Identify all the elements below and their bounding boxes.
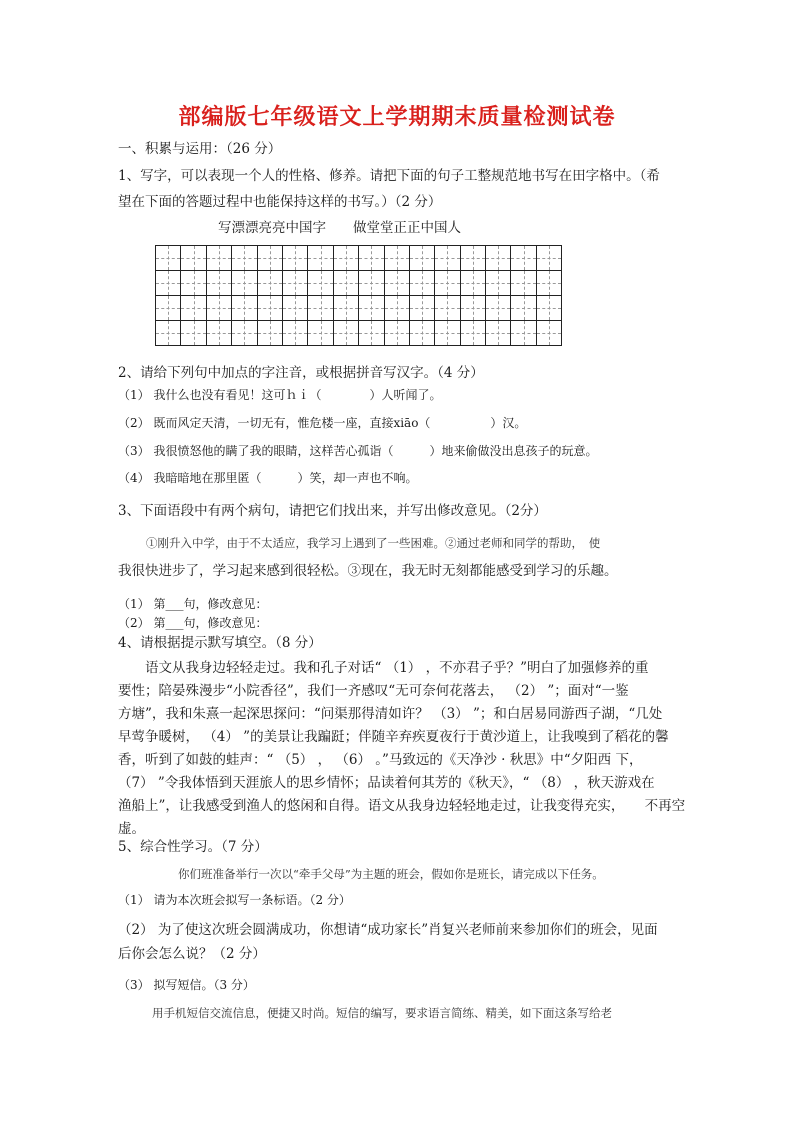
q2-stem: 2、请给下列句中加点的字注音，或根据拼音写汉字。（4 分） bbox=[118, 365, 484, 381]
q4-line-1: 语文从我身边轻轻走过。我和孔子对话“ （1） ，不亦君子乎？”明白了加强修养的重 bbox=[118, 660, 649, 676]
q1-line-1: 1、写字，可以表现一个人的性格、修养。请把下面的句子工整规范地书写在田字格中。（希 bbox=[118, 168, 660, 184]
q5-sub-2-line-1: （2） 为了使这次班会圆满成功，你想请“成功家长”肖复兴老师前来参加你们的班会，见面 bbox=[118, 922, 658, 938]
q5-sub-1: （1） 请为本次班会拟写一条标语。（2 分） bbox=[118, 893, 351, 907]
q3-paragraph-line-2: 我很快进步了，学习起来感到很轻松。③现在，我无时无刻都能感受到学习的乐趣。 bbox=[118, 563, 618, 579]
q3-answer-1: （1） 第___句，修改意见： bbox=[118, 597, 268, 611]
q4-line-3: 方塘”，我和朱熹一起深思探问：“问渠那得清如许？ （3） ”；和白居易同游西子湖，“几处 bbox=[118, 706, 663, 722]
q5-sub-3: （3） 拟写短信。（3 分） bbox=[118, 978, 255, 992]
section-1-heading: 一、积累与运用：（26 分） bbox=[118, 141, 282, 157]
q5-stem: 5、综合性学习。（7 分） bbox=[118, 839, 268, 855]
q5-intro: 你们班准备举行一次以“牵手父母”为主题的班会，假如你是班长，请完成以下任务。 bbox=[178, 867, 604, 881]
q4-line-6: （7） ”令我体悟到天涯旅人的思乡情怀；品读着何其芳的《秋天》，“ （8） ，秋天游戏在 bbox=[118, 775, 655, 791]
q2-item-3: （3） 我很愤怒他的瞒了我的眼睛，这样苦心孤诣（ ）地来偷做没出息孩子的玩意。 bbox=[118, 444, 598, 458]
q4-line-7: 渔船上”，让我感受到渔人的悠闲和自得。语文从我身边轻轻地走过，让我变得充实， 不再空 bbox=[118, 798, 686, 814]
q3-stem: 3、下面语段中有两个病句，请把它们找出来，并写出修改意见。（2分） bbox=[118, 503, 547, 519]
q5-sub-3-text: 用手机短信交流信息，便捷又时尚。短信的编写，要求语言简练、精美，如下面这条写给老 bbox=[152, 1006, 612, 1020]
q4-line-8: 虚。 bbox=[118, 821, 145, 837]
q3-answer-2: （2） 第___句，修改意见： bbox=[118, 616, 268, 630]
q1-sample-sentence: 写漂漂亮亮中国字 做堂堂正正中国人 bbox=[218, 220, 461, 236]
tianzige-grid[interactable] bbox=[155, 245, 562, 346]
page-title: 部编版七年级语文上学期期末质量检测试卷 bbox=[178, 105, 616, 130]
q4-stem: 4、请根据提示默写填空。（8 分） bbox=[118, 635, 322, 651]
q4-line-5: 香，听到了如鼓的蛙声：“ （5） ， （6） 。”马致远的《天净沙 · 秋思》中“夕阳西 下， bbox=[118, 752, 643, 768]
q1-line-2: 望在下面的答题过程中也能保持这样的书写。）（2 分） bbox=[118, 194, 442, 210]
q2-item-2: （2） 既而风定天清，一切无有，惟危楼一座，直接xiāo（ ）汉。 bbox=[118, 416, 527, 430]
q2-item-4: （4） 我暗暗地在那里匿（ ）笑，却一声也不响。 bbox=[118, 471, 418, 485]
q2-item-1: （1） 我什么也没有看见！这可ｈｉ（ ）人听闻了。 bbox=[118, 388, 442, 402]
q4-line-2: 要性；陪晏殊漫步“小院香径”，我们一齐感叹“无可奈何花落去， （2） ”；面对“一鉴 bbox=[118, 683, 629, 699]
q4-line-4: 早莺争暖树， （4） ”的美景让我蹁跹；伴随辛弃疾夏夜行于黄沙道上，让我嗅到了稻花的馨 bbox=[118, 729, 669, 745]
q5-sub-2-line-2: 后你会怎么说？（2 分） bbox=[118, 946, 266, 962]
q3-paragraph-line-1: ①刚升入中学，由于不太适应，我学习上遇到了一些困难。②通过老师和同学的帮助， 使 bbox=[146, 536, 601, 550]
